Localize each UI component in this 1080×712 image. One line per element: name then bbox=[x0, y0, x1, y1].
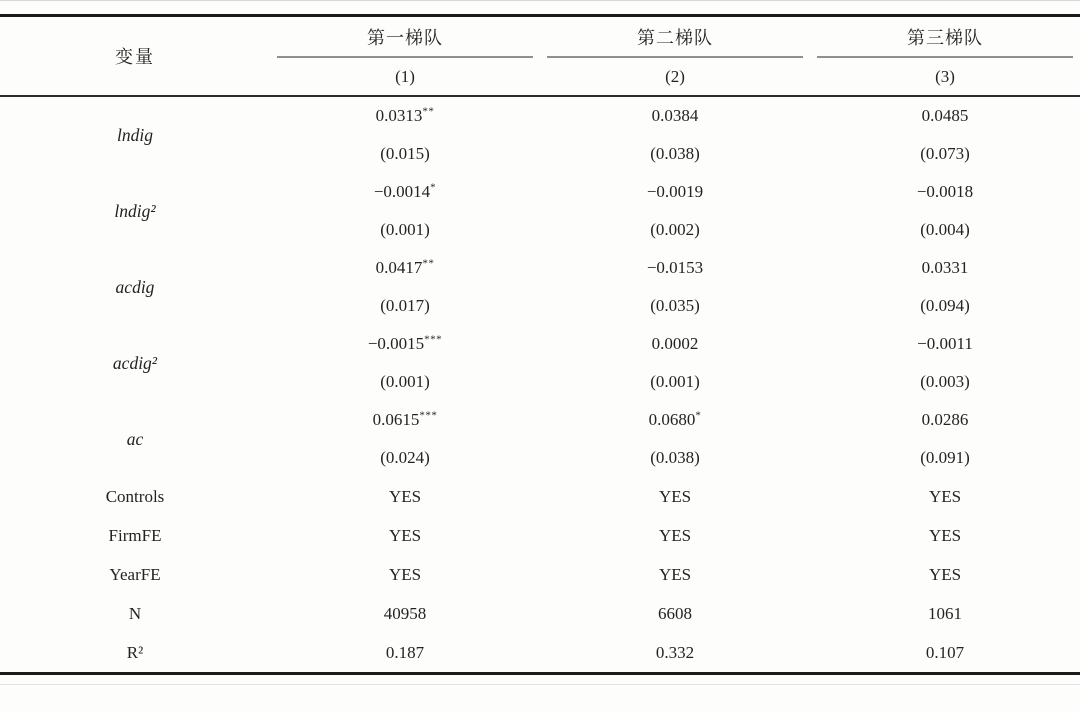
stat-cell: 0.107 bbox=[925, 642, 965, 662]
stat-cell: 6608 bbox=[658, 603, 692, 623]
table-body bbox=[0, 96, 1080, 674]
table-header bbox=[0, 16, 1080, 97]
variable-column-header: 变量 bbox=[115, 47, 155, 67]
coef-value: −0.0153 bbox=[646, 258, 704, 277]
se-cell: (0.001) bbox=[650, 372, 700, 391]
coef-value: 0.0313 bbox=[375, 106, 423, 125]
coef-value: −0.0014 bbox=[373, 182, 431, 201]
table-row bbox=[0, 555, 1080, 594]
coef-cell bbox=[810, 173, 1080, 211]
stat-row-label: R² bbox=[126, 642, 144, 662]
coef-value: 0.0002 bbox=[651, 334, 699, 353]
stat-row-label: Controls bbox=[105, 486, 165, 506]
coef-cell bbox=[270, 401, 540, 439]
stat-cell: YES bbox=[388, 486, 422, 506]
coef-value: 0.0615 bbox=[372, 410, 420, 429]
model-3-label: (3) bbox=[935, 66, 955, 86]
coef-value: 0.0331 bbox=[921, 258, 969, 277]
coef-value: −0.0018 bbox=[916, 182, 974, 201]
stat-cell: 0.187 bbox=[385, 642, 425, 662]
coef-cell bbox=[270, 325, 540, 363]
table-row bbox=[0, 173, 1080, 211]
coef-cell bbox=[540, 249, 810, 287]
stat-cell: YES bbox=[928, 486, 962, 506]
coef-value: −0.0015 bbox=[367, 334, 425, 353]
se-cell: (0.002) bbox=[650, 220, 700, 239]
tier-3-header bbox=[810, 16, 1080, 97]
regression-table bbox=[0, 14, 1080, 675]
row-label-4: ac bbox=[126, 428, 144, 449]
stat-cell: YES bbox=[658, 525, 692, 545]
se-cell: (0.001) bbox=[380, 220, 430, 239]
se-cell: (0.001) bbox=[380, 372, 430, 391]
coef-value: 0.0680 bbox=[648, 410, 696, 429]
tier-2-header bbox=[540, 16, 810, 97]
significance-stars: ** bbox=[422, 105, 435, 118]
se-cell: (0.038) bbox=[650, 448, 700, 467]
coef-cell bbox=[540, 401, 810, 439]
coef-value: 0.0384 bbox=[651, 106, 699, 125]
coef-cell bbox=[810, 249, 1080, 287]
coef-value: −0.0011 bbox=[917, 334, 973, 353]
row-label-1: lndig² bbox=[114, 200, 156, 221]
stat-cell: YES bbox=[388, 525, 422, 545]
coef-cell bbox=[810, 325, 1080, 363]
tier-3-label: 第三梯队 bbox=[907, 27, 983, 48]
se-cell: (0.035) bbox=[650, 296, 700, 315]
se-cell: (0.094) bbox=[920, 296, 970, 315]
se-cell: (0.004) bbox=[920, 220, 970, 239]
table-row bbox=[0, 633, 1080, 674]
coef-value: 0.0417 bbox=[375, 258, 423, 277]
stat-cell: 40958 bbox=[383, 603, 427, 623]
se-cell: (0.017) bbox=[380, 296, 430, 315]
table-row bbox=[0, 477, 1080, 516]
stat-cell: YES bbox=[658, 564, 692, 584]
coef-cell bbox=[540, 173, 810, 211]
model-2-label: (2) bbox=[665, 66, 685, 86]
stat-cell: YES bbox=[658, 486, 692, 506]
table-row bbox=[0, 594, 1080, 633]
se-cell: (0.073) bbox=[920, 144, 970, 163]
coef-value: 0.0286 bbox=[921, 410, 969, 429]
table-row bbox=[0, 401, 1080, 439]
stat-cell: YES bbox=[928, 525, 962, 545]
significance-stars: *** bbox=[424, 333, 443, 346]
significance-stars: * bbox=[430, 181, 437, 194]
stat-row-label: N bbox=[128, 603, 142, 623]
coef-cell bbox=[540, 325, 810, 363]
significance-stars: * bbox=[695, 409, 702, 422]
coef-cell bbox=[270, 173, 540, 211]
tier-2-label: 第二梯队 bbox=[637, 27, 713, 48]
model-1-label: (1) bbox=[395, 66, 415, 86]
coef-value: 0.0485 bbox=[921, 106, 969, 125]
row-label-3: acdig² bbox=[112, 352, 158, 373]
tier-1-label: 第一梯队 bbox=[367, 27, 443, 48]
row-label-0: lndig bbox=[117, 124, 153, 145]
coef-cell bbox=[270, 96, 540, 135]
significance-stars: ** bbox=[422, 257, 435, 270]
table-row bbox=[0, 516, 1080, 555]
stat-row-label: YearFE bbox=[109, 564, 161, 584]
significance-stars: *** bbox=[419, 409, 438, 422]
se-cell: (0.003) bbox=[920, 372, 970, 391]
coef-cell bbox=[540, 96, 810, 135]
se-cell: (0.015) bbox=[380, 144, 430, 163]
coef-value: −0.0019 bbox=[646, 182, 704, 201]
stat-cell: YES bbox=[388, 564, 422, 584]
row-label-2: acdig bbox=[115, 276, 155, 297]
se-cell: (0.024) bbox=[380, 448, 430, 467]
stat-row-label: FirmFE bbox=[108, 525, 162, 545]
table-row bbox=[0, 249, 1080, 287]
stat-cell: YES bbox=[928, 564, 962, 584]
table-row bbox=[0, 325, 1080, 363]
se-cell: (0.091) bbox=[920, 448, 970, 467]
coef-cell bbox=[810, 401, 1080, 439]
coef-cell bbox=[270, 249, 540, 287]
table-row bbox=[0, 96, 1080, 135]
tier-1-header bbox=[270, 16, 540, 97]
se-cell: (0.038) bbox=[650, 144, 700, 163]
stat-cell: 0.332 bbox=[655, 642, 695, 662]
stat-cell: 1061 bbox=[928, 603, 962, 623]
coef-cell bbox=[810, 96, 1080, 135]
